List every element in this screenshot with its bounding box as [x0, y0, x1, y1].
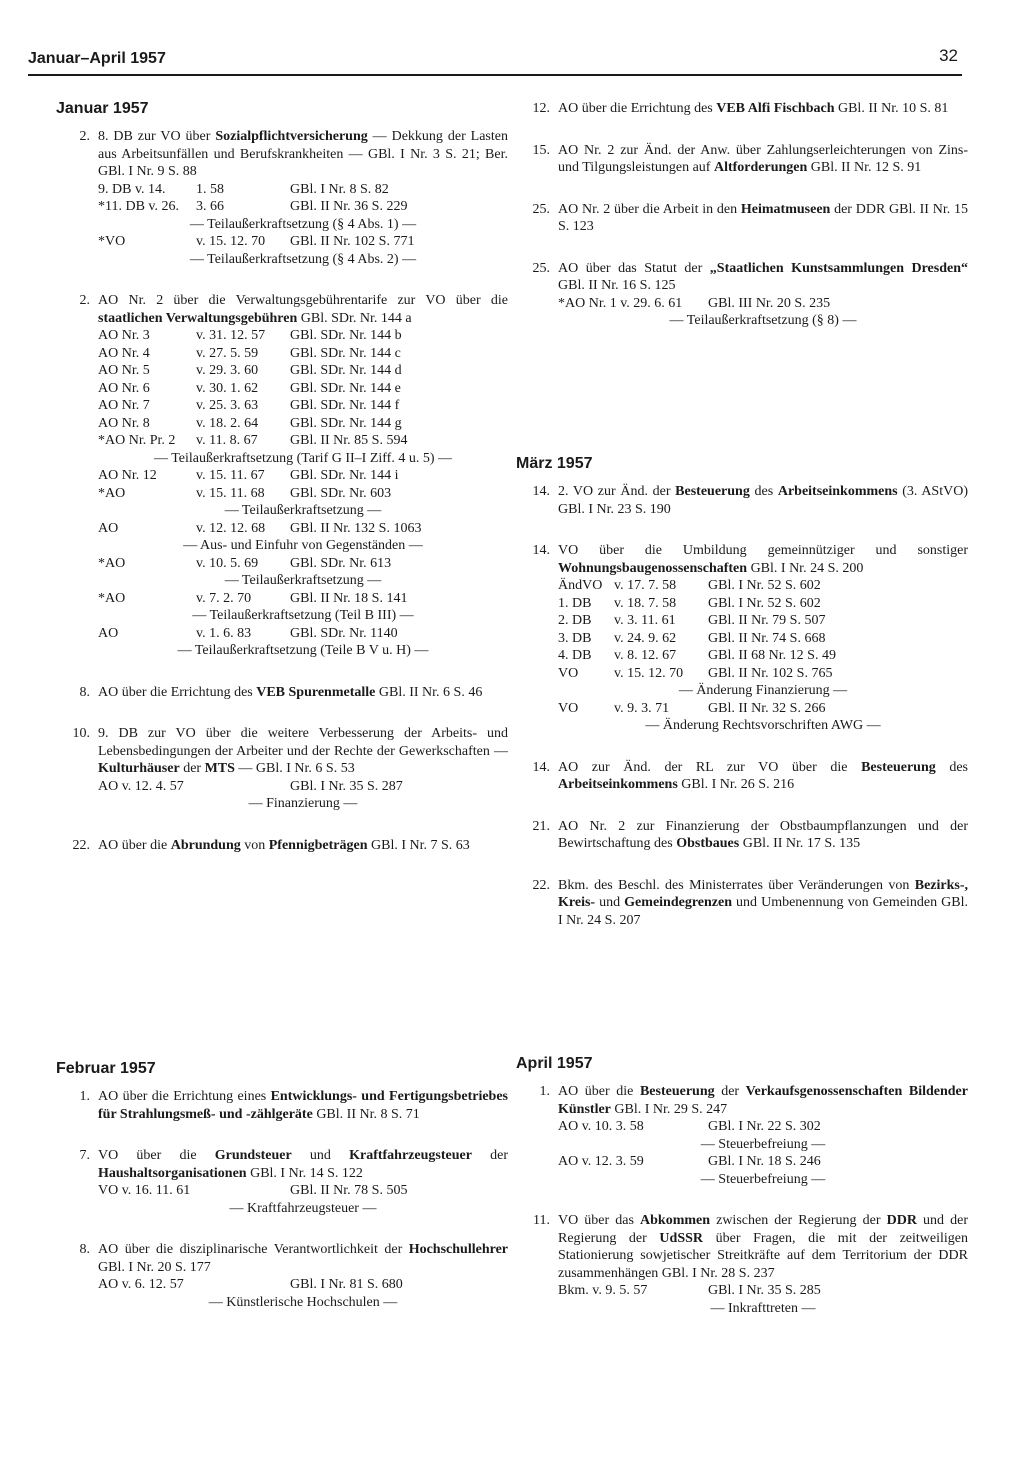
entry-text: [558, 818, 968, 853]
amendment-row: [558, 647, 968, 665]
entry-text: [98, 1147, 508, 1182]
entry-text-part: AO Nr. 2 über die Verwaltungsgebührentarife zur VO über die: [98, 293, 508, 308]
amendment-gazette: GBl. II Nr. 85 S. 594: [290, 433, 408, 448]
legal-entry: [56, 1147, 508, 1217]
entry-body: [558, 1212, 968, 1317]
entry-keyword: staatlichen Verwaltungsgebühren: [98, 310, 298, 326]
entry-keyword: Arbeitseinkommens: [558, 777, 678, 792]
month-block: [516, 455, 968, 953]
amendment-gazette: GBl. II Nr. 36 S. 229: [290, 199, 408, 214]
entry-day: 11.: [533, 1213, 550, 1228]
amendment-gazette: GBl. SDr. Nr. 613: [290, 555, 392, 571]
amendment-date: v. 1. 6. 83: [196, 625, 252, 641]
entry-text-part: VO über die Umbildung gemeinnütziger und sonstiger: [558, 543, 968, 558]
amendment-gazette: GBl. SDr. Nr. 144 f: [290, 398, 400, 413]
entry-keyword: Sozialpflichtversicherung: [215, 129, 368, 144]
entry-keyword: Wohnungsbaugenossenschaften: [558, 560, 748, 576]
amendment-date: v. 15. 11. 67: [196, 468, 265, 483]
entry-body: [98, 725, 508, 813]
amendment-date: v. 27. 5. 59: [196, 345, 259, 361]
amendment-note: — Teilaußerkraftsetzung (§ 4 Abs. 1) —: [189, 216, 417, 232]
entry-body: [558, 877, 968, 930]
amendment-gazette: GBl. I Nr. 18 S. 246: [708, 1154, 821, 1169]
entry-text: [558, 877, 968, 930]
entry-text: [558, 759, 968, 794]
entry-day: 12.: [532, 101, 550, 116]
amendment-act: ÄndVO: [558, 578, 603, 593]
entry-day: 25.: [532, 201, 550, 217]
amendment-row: [558, 665, 968, 683]
amendment-date: v. 3. 11. 61: [614, 613, 676, 628]
amendment-gazette: GBl. II Nr. 102 S. 765: [708, 665, 833, 681]
amendment-act: AO v. 12. 3. 59: [558, 1154, 644, 1169]
entry-day: 14.: [532, 484, 550, 499]
amendment-act: 3. DB: [558, 630, 592, 646]
amendment-gazette: GBl. SDr. Nr. 144 i: [290, 468, 399, 483]
amendment-row: [98, 590, 508, 608]
entry-body: [98, 1241, 508, 1311]
amendment-row: [558, 1153, 968, 1171]
entry-text-part: GBl. II Nr. 6 S. 46: [375, 684, 483, 700]
amendment-row: [558, 577, 968, 595]
entry-day: 2.: [79, 129, 90, 144]
amendment-gazette: GBl. III Nr. 20 S. 235: [708, 295, 831, 311]
amendment-row: [98, 415, 508, 433]
entry-keyword: Abkommen: [640, 1213, 711, 1228]
amendment-date: v. 15. 12. 70: [614, 665, 684, 681]
entry-text-part: GBl. I Nr. 20 S. 177: [98, 1259, 211, 1275]
entry-text-part: AO zur Änd. der RL zur VO über die: [558, 759, 862, 775]
amendment-note: — Kraftfahrzeugsteuer —: [229, 1200, 377, 1216]
entry-text-part: AO über das Statut der: [558, 260, 710, 276]
amendment-note: — Teilaußerkraftsetzung (§ 4 Abs. 2) —: [189, 251, 417, 267]
month-heading: Februar 1957: [56, 1060, 156, 1077]
entry-text-part: des: [935, 759, 968, 775]
entry-text-part: AO über die Errichtung des: [98, 684, 257, 700]
amendment-gazette: GBl. I Nr. 35 S. 285: [708, 1283, 821, 1298]
amendment-date: v. 30. 1. 62: [196, 380, 259, 396]
page-number: 32: [939, 46, 958, 65]
entry-text-part: GBl. II Nr. 8 S. 71: [312, 1106, 420, 1122]
entry-text: [558, 1083, 968, 1118]
amendment-act: AO v. 12. 4. 57: [98, 778, 184, 794]
amendment-act: *AO: [98, 590, 126, 606]
month-block: [516, 100, 968, 354]
entry-text-part: AO Nr. 2 zur Änd. der Anw. über Zahlungserleichterungen von Zins- und Tilgungsleistungen auf: [558, 142, 968, 175]
entry-text-part: GBl. I Nr. 24 S. 200: [747, 560, 864, 576]
amendment-row: [98, 485, 508, 503]
amendment-act: VO v. 16. 11. 61: [98, 1183, 191, 1198]
amendment-gazette: GBl. I Nr. 8 S. 82: [290, 181, 389, 197]
entry-keyword: Verkaufsgenossenschaften Bildender Künstler: [558, 1084, 968, 1117]
entry-body: [558, 100, 968, 118]
entry-text-part: GBl. II Nr. 16 S. 125: [558, 278, 676, 293]
amendment-gazette: GBl. II Nr. 78 S. 505: [290, 1183, 408, 1198]
amendment-act: AO v. 10. 3. 58: [558, 1119, 644, 1134]
legal-entry: [56, 292, 508, 660]
entry-text-part: — Dekkung der Lasten aus Arbeitsunfällen und Berufskrankheiten — GBl. I Nr. 3 S. 21; Ber. GBl. I Nr. 9 S. 88: [98, 129, 508, 179]
entry-keyword: Altforderungen: [713, 160, 808, 175]
entry-keyword: „Staatlichen Kunstsammlungen Dresden“: [709, 260, 969, 276]
month-block: [516, 1055, 968, 1341]
amendment-date: v. 25. 3. 63: [196, 398, 259, 413]
entry-text-part: zwischen der Regierung der: [710, 1213, 887, 1228]
amendment-row: [98, 1182, 508, 1200]
entry-keyword: Bezirks-, Kreis-: [558, 877, 968, 910]
amendment-date: v. 18. 7. 58: [614, 595, 677, 611]
entry-text-part: VO über die: [98, 1148, 215, 1163]
amendment-row: [98, 1276, 508, 1294]
amendment-act: *VO: [98, 234, 126, 249]
amendment-gazette: GBl. II Nr. 74 S. 668: [708, 630, 826, 646]
month-block: [56, 1060, 508, 1335]
entry-text-part: und Umbenennung von Gemeinden GBl. I Nr. 24 S. 207: [558, 895, 969, 928]
amendment-gazette: GBl. SDr. Nr. 144 c: [290, 345, 401, 361]
amendment-act: 9. DB v. 14.: [98, 181, 166, 197]
amendment-note: — Inkrafttreten —: [710, 1300, 816, 1316]
amendment-date: v. 15. 12. 70: [196, 234, 266, 249]
month-block: [56, 100, 508, 878]
entry-body: [558, 542, 968, 735]
amendment-date: v. 24. 9. 62: [614, 630, 677, 646]
entry-text-part: AO über die: [98, 837, 171, 853]
amendment-row: [98, 327, 508, 345]
amendment-note: — Steuerbefreiung —: [700, 1171, 826, 1187]
amendment-date: 1. 58: [196, 181, 224, 197]
entry-text-part: 8. DB zur VO über: [98, 129, 216, 144]
entry-keyword: VEB Spurenmetalle: [256, 684, 376, 700]
amendment-row: [98, 233, 508, 251]
entry-body: [98, 128, 508, 268]
legal-entry: [516, 759, 968, 794]
legal-entry: [516, 260, 968, 330]
entry-text-part: und der Regierung der: [558, 1213, 968, 1246]
amendment-gazette: GBl. I Nr. 81 S. 680: [290, 1277, 403, 1292]
amendment-gazette: GBl. SDr. Nr. 603: [290, 485, 392, 501]
amendment-row: [98, 555, 508, 573]
entry-day: 1.: [539, 1084, 550, 1099]
entry-text-part: AO über die disziplinarische Verantwortlichkeit der: [98, 1242, 409, 1257]
entry-text: [558, 260, 968, 295]
entry-text: [558, 100, 968, 118]
entry-text: [98, 1241, 508, 1276]
entry-keyword: Kraftfahrzeugsteuer: [349, 1148, 472, 1163]
amendment-row: [98, 432, 508, 450]
entry-keyword: Hochschullehrer: [408, 1242, 508, 1257]
entry-text-part: des: [749, 484, 778, 499]
amendment-act: AO Nr. 3: [98, 328, 150, 343]
entry-text: [558, 542, 968, 577]
entry-keyword: Besteuerung: [861, 759, 936, 775]
amendment-act: AO Nr. 4: [98, 345, 150, 361]
entry-text-part: von: [240, 837, 269, 853]
running-title: Januar–April 1957: [28, 50, 166, 67]
entry-text-part: AO Nr. 2 über die Arbeit in den: [558, 201, 741, 217]
entry-text-part: AO über die: [558, 1084, 640, 1099]
amendment-note: — Teilaußerkraftsetzung (Teile B V u. H) —: [177, 643, 429, 658]
amendment-date: v. 15. 11. 68: [196, 485, 265, 501]
entry-keyword: Gemeindegrenzen: [624, 895, 733, 910]
amendment-row: [558, 1118, 968, 1136]
amendment-note: — Finanzierung —: [248, 796, 358, 811]
entry-text: [98, 128, 508, 181]
entry-text: [98, 725, 508, 778]
amendment-act: 2. DB: [558, 613, 592, 628]
amendment-act: VO: [558, 665, 579, 681]
entry-body: [558, 759, 968, 794]
entry-keyword: Kulturhäuser: [98, 761, 180, 776]
entry-day: 22.: [532, 877, 550, 893]
legal-entry: [516, 542, 968, 735]
amendment-row: [98, 380, 508, 398]
amendment-row: [98, 778, 508, 796]
entry-day: 14.: [532, 759, 550, 775]
entry-day: 7.: [79, 1148, 90, 1163]
entry-day: 22.: [72, 837, 90, 853]
entry-keyword: MTS: [204, 761, 235, 776]
entry-body: [558, 142, 968, 177]
legal-entry: [56, 1241, 508, 1311]
amendment-act: AO Nr. 6: [98, 380, 150, 396]
legal-entry: [516, 142, 968, 177]
entry-day: 14.: [532, 543, 550, 558]
entry-text-part: 9. DB zur VO über die weitere Verbesserung der Arbeits- und Lebensbedingungen der Arbeiter und der Rechte der Gewerkschaften —: [98, 726, 508, 759]
entry-body: [98, 1088, 508, 1123]
entry-text-part: — GBl. I Nr. 6 S. 53: [234, 761, 355, 776]
entry-text-part: Bkm. des Beschl. des Ministerrates über Veränderungen von: [558, 877, 915, 893]
amendment-row: [558, 630, 968, 648]
amendment-act: *AO: [98, 555, 126, 571]
amendment-date: v. 8. 12. 67: [614, 648, 677, 663]
entry-keyword: Pfennigbeträgen: [268, 837, 368, 853]
entry-text-part: GBl. I Nr. 26 S. 216: [677, 777, 795, 792]
amendment-note: — Aus- und Einfuhr von Gegenständen —: [183, 538, 423, 553]
entry-body: [558, 1083, 968, 1188]
entry-text-part: GBl. I Nr. 14 S. 122: [246, 1165, 363, 1181]
entry-text-part: der DDR GBl. II Nr. 15 S. 123: [558, 201, 968, 234]
entry-text-part: der: [471, 1148, 508, 1163]
entry-text: [558, 201, 968, 236]
amendment-act: 1. DB: [558, 595, 592, 611]
legal-entry: [516, 818, 968, 853]
entry-keyword: Besteuerung: [639, 1084, 715, 1099]
entry-text-part: (3. AStVO) GBl. I Nr. 23 S. 190: [558, 484, 968, 517]
amendment-row: [98, 362, 508, 380]
amendment-gazette: GBl. I Nr. 52 S. 602: [708, 578, 821, 593]
amendment-row: [98, 181, 508, 199]
amendment-act: *AO Nr. Pr. 2: [98, 433, 176, 448]
amendment-gazette: GBl. II Nr. 18 S. 141: [290, 590, 408, 606]
amendment-row: [98, 397, 508, 415]
amendment-act: AO Nr. 12: [98, 468, 157, 483]
amendment-date: 3. 66: [196, 199, 224, 214]
entry-body: [98, 684, 508, 702]
amendment-act: VO: [558, 700, 579, 716]
amendment-date: v. 18. 2. 64: [196, 415, 259, 431]
amendment-gazette: GBl. II Nr. 32 S. 266: [708, 700, 826, 716]
legal-entry: [56, 684, 508, 702]
legal-entry: [516, 201, 968, 236]
amendment-gazette: GBl. SDr. Nr. 144 e: [290, 380, 401, 396]
entry-text-part: und: [291, 1148, 350, 1163]
legal-entry: [56, 837, 508, 855]
legal-entry: [56, 128, 508, 268]
entry-text: [98, 684, 508, 702]
entry-day: 25.: [532, 260, 550, 276]
legal-entry: [56, 1088, 508, 1123]
amendment-note: — Teilaußerkraftsetzung (§ 8) —: [669, 313, 857, 328]
amendment-date: v. 9. 3. 71: [614, 700, 670, 716]
entry-text-part: VO über das: [558, 1213, 641, 1228]
entry-day: 21.: [532, 818, 550, 834]
amendment-act: AO Nr. 8: [98, 415, 150, 431]
amendment-act: AO: [98, 625, 119, 641]
amendment-gazette: GBl. SDr. Nr. 1140: [290, 625, 398, 641]
month-heading: Januar 1957: [56, 100, 149, 117]
entry-text: [558, 483, 968, 518]
entry-text-part: GBl. II Nr. 10 S. 81: [834, 101, 949, 116]
amendment-note: — Steuerbefreiung —: [700, 1136, 826, 1152]
entry-keyword: Grundsteuer: [214, 1148, 292, 1163]
entry-body: [558, 818, 968, 853]
entry-body: [98, 837, 508, 855]
amendment-note: — Teilaußerkraftsetzung —: [224, 573, 382, 588]
entry-keyword: Arbeitseinkommens: [777, 484, 898, 499]
amendment-gazette: GBl. II 68 Nr. 12 S. 49: [708, 648, 836, 663]
amendment-row: [98, 345, 508, 363]
amendment-act: *11. DB v. 26.: [98, 199, 180, 214]
entry-keyword: Entwicklungs- und Fertigungsbetriebes für Strahlungsmeß- und -zählgeräte: [98, 1089, 508, 1122]
entry-text-part: GBl. II Nr. 12 S. 91: [807, 160, 922, 175]
entry-keyword: DDR: [886, 1213, 917, 1228]
entry-day: 1.: [79, 1089, 90, 1104]
amendment-act: *AO Nr. 1 v. 29. 6. 61: [558, 295, 683, 311]
amendment-date: v. 17. 7. 58: [614, 578, 677, 593]
month-heading: März 1957: [516, 455, 593, 472]
legal-entry: [516, 100, 968, 118]
amendment-gazette: GBl. I Nr. 22 S. 302: [708, 1119, 821, 1134]
amendment-note: — Teilaußerkraftsetzung (Tarif G II–I Ziff. 4 u. 5) —: [153, 450, 453, 466]
amendment-date: v. 10. 5. 69: [196, 555, 259, 571]
amendment-row: [558, 295, 968, 313]
entry-text-part: GBl. I Nr. 7 S. 63: [367, 837, 470, 853]
entry-text-part: AO über die Errichtung eines: [98, 1089, 271, 1104]
legal-entry: [516, 483, 968, 518]
entry-text: [558, 142, 968, 177]
amendment-gazette: GBl. SDr. Nr. 144 b: [290, 328, 402, 343]
amendment-note: — Teilaußerkraftsetzung —: [224, 503, 382, 518]
entry-text-part: über Fragen, die mit der zeitweiligen Stationierung sowjetischer Streitkräfte auf dem Territorium der DDR zusammenhängen GBl. I Nr. 28 S. 237: [558, 1230, 968, 1281]
entry-text-part: der: [179, 761, 205, 776]
amendment-act: AO: [98, 520, 119, 536]
amendment-act: AO v. 6. 12. 57: [98, 1277, 184, 1292]
amendment-date: v. 29. 3. 60: [196, 363, 259, 378]
legal-entry: [516, 1212, 968, 1317]
amendment-date: v. 11. 8. 67: [196, 433, 258, 448]
entry-day: 8.: [79, 1242, 90, 1257]
amendment-gazette: GBl. II Nr. 132 S. 1063: [290, 520, 422, 536]
entry-body: [98, 292, 508, 660]
entry-text-part: und: [595, 895, 625, 910]
amendment-row: [558, 700, 968, 718]
entry-text-part: 2. VO zur Änd. der: [558, 484, 676, 499]
amendment-gazette: GBl. SDr. Nr. 144 d: [290, 363, 402, 378]
amendment-date: v. 7. 2. 70: [196, 590, 252, 606]
entry-text: [98, 292, 508, 327]
entry-text-part: GBl. SDr. Nr. 144 a: [297, 310, 412, 326]
entry-keyword: Heimatmuseen: [740, 201, 831, 217]
amendment-gazette: GBl. II Nr. 102 S. 771: [290, 234, 415, 249]
amendment-act: *AO: [98, 485, 126, 501]
amendment-date: v. 12. 12. 68: [196, 520, 266, 536]
entry-text: [98, 837, 508, 855]
running-header: [28, 48, 962, 76]
entry-text-part: AO über die Errichtung des: [558, 101, 717, 116]
legal-entry: [56, 725, 508, 813]
amendment-row: [98, 467, 508, 485]
entry-keyword: Abrundung: [170, 837, 241, 853]
entry-keyword: Haushaltsorganisationen: [98, 1165, 247, 1181]
entry-text-part: GBl. I Nr. 29 S. 247: [610, 1101, 728, 1117]
month-heading: April 1957: [516, 1055, 593, 1072]
amendment-gazette: GBl. I Nr. 52 S. 602: [708, 595, 821, 611]
amendment-note: — Teilaußerkraftsetzung (Teil B III) —: [192, 608, 414, 623]
amendment-act: AO Nr. 5: [98, 363, 150, 378]
entry-day: 15.: [532, 142, 550, 158]
entry-body: [558, 201, 968, 236]
entry-text: [98, 1088, 508, 1123]
amendment-note: — Änderung Rechtsvorschriften AWG —: [645, 718, 881, 733]
amendment-act: 4. DB: [558, 648, 592, 663]
entry-body: [558, 483, 968, 518]
amendment-row: [98, 520, 508, 538]
legal-entry: [516, 877, 968, 930]
amendment-note: — Künstlerische Hochschulen —: [208, 1294, 398, 1310]
entry-keyword: VEB Alfi Fischbach: [716, 101, 835, 116]
amendment-row: [558, 595, 968, 613]
entry-day: 8.: [79, 684, 90, 700]
amendment-gazette: GBl. II Nr. 79 S. 507: [708, 613, 826, 628]
amendment-date: v. 31. 12. 57: [196, 328, 266, 343]
entry-text-part: GBl. II Nr. 17 S. 135: [739, 836, 861, 851]
entry-keyword: UdSSR: [659, 1230, 704, 1246]
amendment-row: [558, 1282, 968, 1300]
entry-day: 2.: [79, 293, 90, 308]
amendment-gazette: GBl. SDr. Nr. 144 g: [290, 415, 402, 431]
entry-text: [558, 1212, 968, 1282]
amendment-act: AO Nr. 7: [98, 398, 150, 413]
legal-entry: [516, 1083, 968, 1188]
amendment-gazette: GBl. I Nr. 35 S. 287: [290, 778, 403, 794]
amendment-row: [558, 612, 968, 630]
entry-body: [98, 1147, 508, 1217]
amendment-act: Bkm. v. 9. 5. 57: [558, 1283, 648, 1298]
entry-text-part: AO Nr. 2 zur Finanzierung der Obstbaumpflanzungen und der Bewirtschaftung des: [558, 818, 968, 851]
entry-keyword: Obstbaues: [676, 836, 740, 851]
amendment-row: [98, 625, 508, 643]
entry-day: 10.: [72, 726, 90, 741]
amendment-row: [98, 198, 508, 216]
entry-body: [558, 260, 968, 330]
entry-keyword: Besteuerung: [675, 484, 750, 499]
amendment-note: — Änderung Finanzierung —: [678, 683, 848, 698]
entry-text-part: der: [714, 1084, 746, 1099]
